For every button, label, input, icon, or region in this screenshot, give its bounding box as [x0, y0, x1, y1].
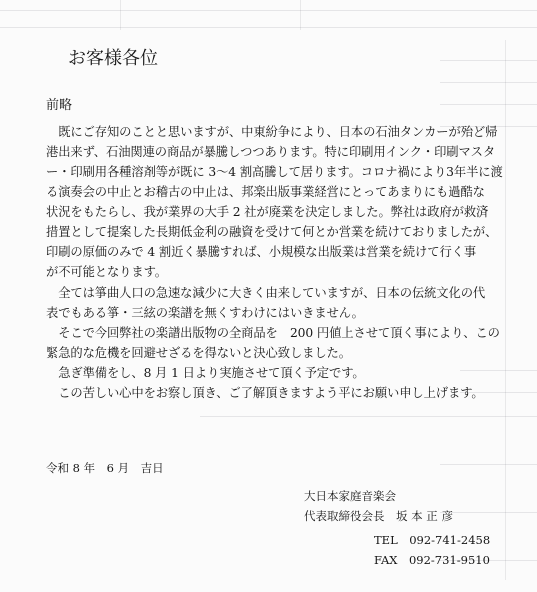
body-line: 港出来ず、石油関連の商品が暴騰しつつあります。特に印刷用インク・印刷マスタ: [46, 145, 496, 159]
body-line: が不可能となります。: [46, 265, 167, 279]
letter-title: お客様各位: [68, 48, 158, 69]
letter-date: 令和 8 年 6 月 吉日: [46, 461, 164, 475]
body-line: 印刷の原価のみで 4 割近く暴騰すれば、小規模な出版業は営業を続けて行く事: [46, 245, 477, 259]
phone-number: TEL 092-741-2458: [374, 533, 491, 547]
body-line: ー・印刷用各種溶剤等が既に 3～4 割高騰して居ります。コロナ禍により3年半に渡: [46, 165, 503, 179]
body-line: 既にご存知のことと思いますが、中東紛争により、日本の石油タンカーが殆ど帰: [46, 125, 498, 139]
fax-number: FAX 092-731-9510: [374, 553, 490, 567]
body-line: この苦しい心中をお察し頂き、ご了解頂きますよう平にお願い申し上げます。: [46, 386, 484, 400]
body-line: 措置として提案した長期低金利の融資を受けて何とか営業を続けておりましたが、: [46, 225, 498, 239]
body-line: 急ぎ準備をし、8 月 1 日より実施させて頂く予定です。: [46, 366, 365, 380]
body-line: 表でもある箏・三絃の楽譜を無くすわけにはいきません。: [46, 306, 364, 320]
body-line: る演奏会の中止とお稽古の中止は、邦楽出版事業経営にとってあまりにも過酷な: [46, 185, 485, 199]
body-line: 状況をもたらし、我が業界の大手 2 社が廃業を決定しました。弊社は政府が救済: [46, 205, 489, 219]
body-line: 全ては箏曲人口の急速な減少に大きく由来していますが、日本の伝統文化の代: [46, 286, 486, 300]
signatory: 代表取締役会長 坂 本 正 彦: [304, 509, 453, 523]
company-name: 大日本家庭音楽会: [304, 489, 396, 503]
body-line: そこで今回弊社の楽譜出版物の全商品を 200 円値上させて頂く事により、この: [46, 326, 500, 340]
salutation: 前略: [46, 98, 73, 113]
body-line: 緊急的な危機を回避せざるを得ないと決心致しました。: [46, 346, 351, 360]
